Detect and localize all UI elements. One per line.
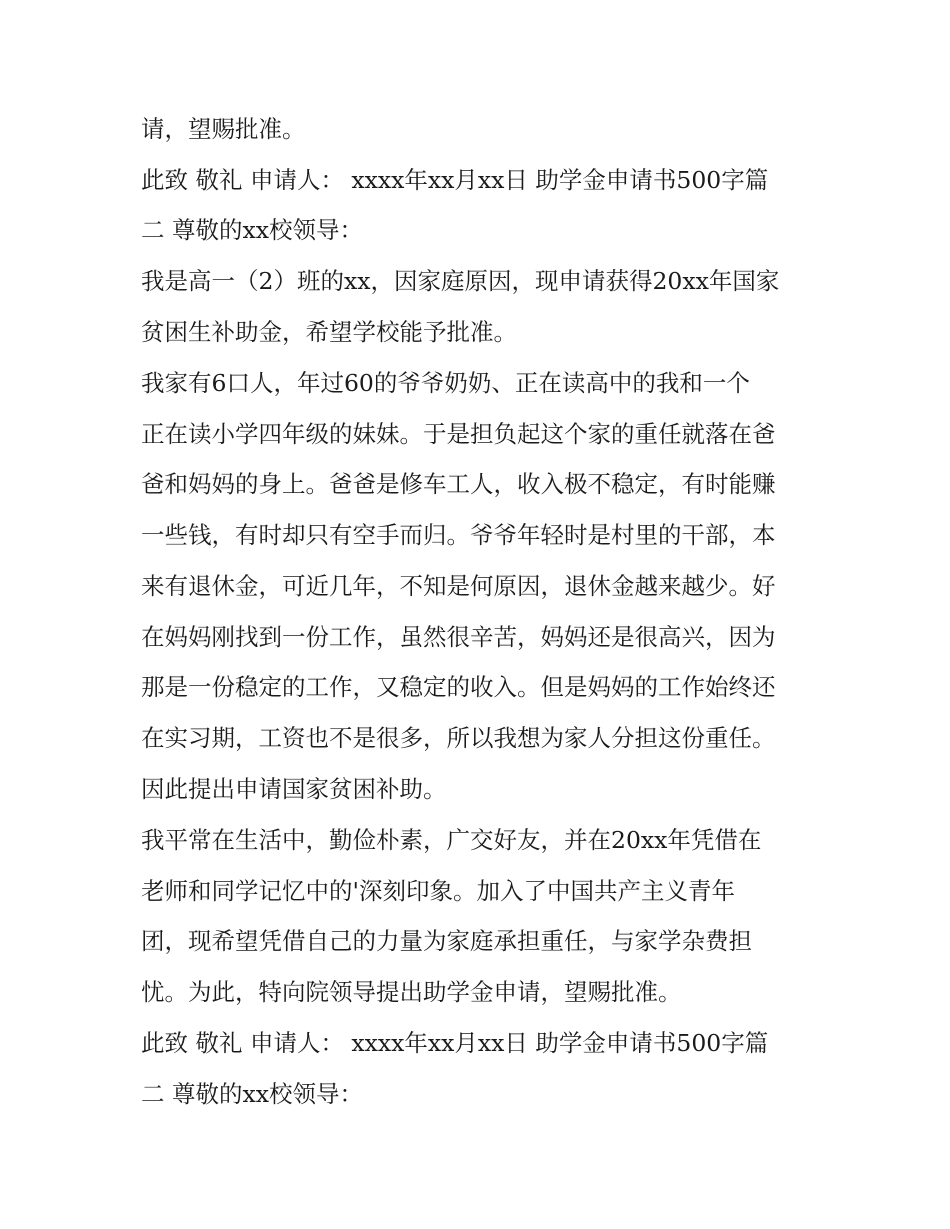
text-line: 那是一份稳定的工作，又稳定的收入。但是妈妈的工作始终还 [141,673,776,701]
text-line: 来有退休金，可近几年，不知是何原因，退休金越来越少。好 [141,572,776,600]
text-line: 因此提出申请国家贫困补助。 [141,775,447,803]
text-line: 老师和同学记忆中的'深刻印象。加入了中国共产主义青年 [141,877,735,905]
text-line: 在实习期，工资也不是很多，所以我想为家人分担这份重任。 [141,724,776,752]
text-line: 二 尊敬的xx校领导： [141,216,363,244]
text-line: 此致 敬礼 申请人： xxxx年xx月xx日 助学金申请书500字篇 [141,1029,769,1057]
text-line: 正在读小学四年级的妹妹。于是担负起这个家的重任就落在爸 [141,420,776,448]
text-line: 我家有6口人，年过60的爷爷奶奶、正在读高中的我和一个 [141,369,750,397]
text-line: 爸和妈妈的身上。爸爸是修车工人，收入极不稳定，有时能赚 [141,470,776,498]
text-line: 团，现希望凭借自己的力量为家庭承担重任，与家学杂费担 [141,927,752,955]
text-line: 我是高一（2）班的xx，因家庭原因，现申请获得20xx年国家 [141,267,780,295]
text-line: 贫困生补助金，希望学校能予批准。 [141,318,517,346]
text-line: 请，望赐批准。 [141,115,306,143]
text-line: 一些钱，有时却只有空手而归。爷爷年轻时是村里的干部，本 [141,521,776,549]
text-line: 我平常在生活中，勤俭朴素，广交好友，并在20xx年凭借在 [141,826,762,854]
text-line: 二 尊敬的xx校领导： [141,1080,363,1108]
text-line: 忧。为此，特向院领导提出助学金申请，望赐批准。 [141,978,682,1006]
text-line: 此致 敬礼 申请人： xxxx年xx月xx日 助学金申请书500字篇 [141,166,769,194]
text-line: 在妈妈刚找到一份工作，虽然很辛苦，妈妈还是很高兴，因为 [141,623,776,651]
